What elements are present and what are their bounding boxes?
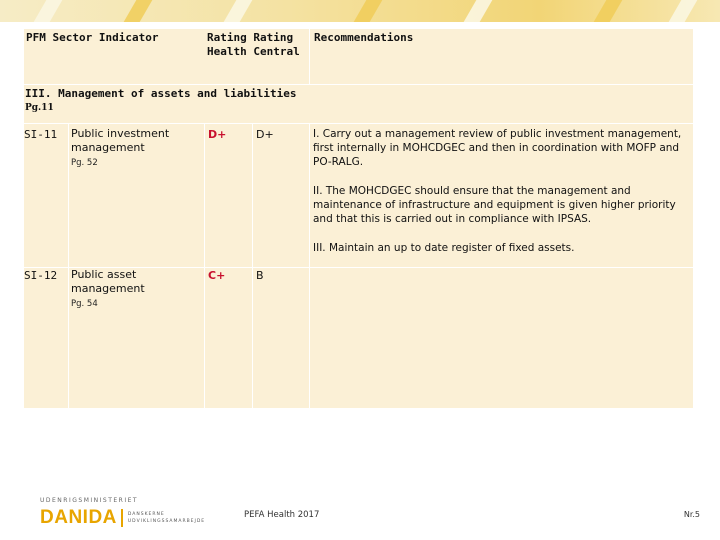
logo-sub-line2: UDVIKLINGSSAMARBEJDE xyxy=(127,519,206,524)
logo-divider xyxy=(121,509,123,527)
section-title: III. Management of assets and liabilities xyxy=(25,87,297,100)
rating-central: B xyxy=(256,269,264,282)
pefa-table xyxy=(24,29,693,408)
header-rating-line1: Rating Rating xyxy=(207,31,294,44)
header-recommendations: Recommendations xyxy=(314,31,414,44)
section-page-ref: Pg.11 xyxy=(25,103,54,113)
rating-central: D+ xyxy=(256,128,274,141)
row-page-ref: Pg. 54 xyxy=(71,299,98,309)
header-rating-line2: Health Central xyxy=(207,45,300,58)
recommendation-1: I. Carry out a management review of public investment management, first internally in MOHCDGEC and then in coordination with MOFP and PO-RALG. xyxy=(313,128,682,168)
logo-ministry-text: UDENRIGSMINISTERIET xyxy=(40,497,139,504)
header-indicator: PFM Sector Indicator xyxy=(26,31,159,44)
recommendation-2: II. The MOHCDGEC should ensure that the management and maintenance of infrastructure and equipment is given higher priority and that this is carried out in compliance with IPSAS. xyxy=(313,185,676,225)
row-indicator-line2: management xyxy=(71,141,145,154)
recommendation-3: III. Maintain an up to date register of fixed assets. xyxy=(313,242,575,254)
row-indicator-line1: Public asset xyxy=(71,268,137,281)
logo-sub-line1: DANSKERNE xyxy=(127,512,165,517)
rating-health: C+ xyxy=(208,269,226,282)
rating-health: D+ xyxy=(208,128,227,141)
row-code: SI-11 xyxy=(24,128,58,141)
logo-wordmark: DANIDA xyxy=(40,507,117,528)
top-banner xyxy=(0,0,720,22)
row-indicator-line2: management xyxy=(71,282,145,295)
danida-logo xyxy=(40,497,205,529)
row-page-ref: Pg. 52 xyxy=(71,158,98,168)
row-code: SI-12 xyxy=(24,269,58,282)
footer-title: PEFA Health 2017 xyxy=(244,510,320,520)
row-indicator-line1: Public investment xyxy=(71,127,170,140)
page-number: Nr.5 xyxy=(683,510,700,519)
